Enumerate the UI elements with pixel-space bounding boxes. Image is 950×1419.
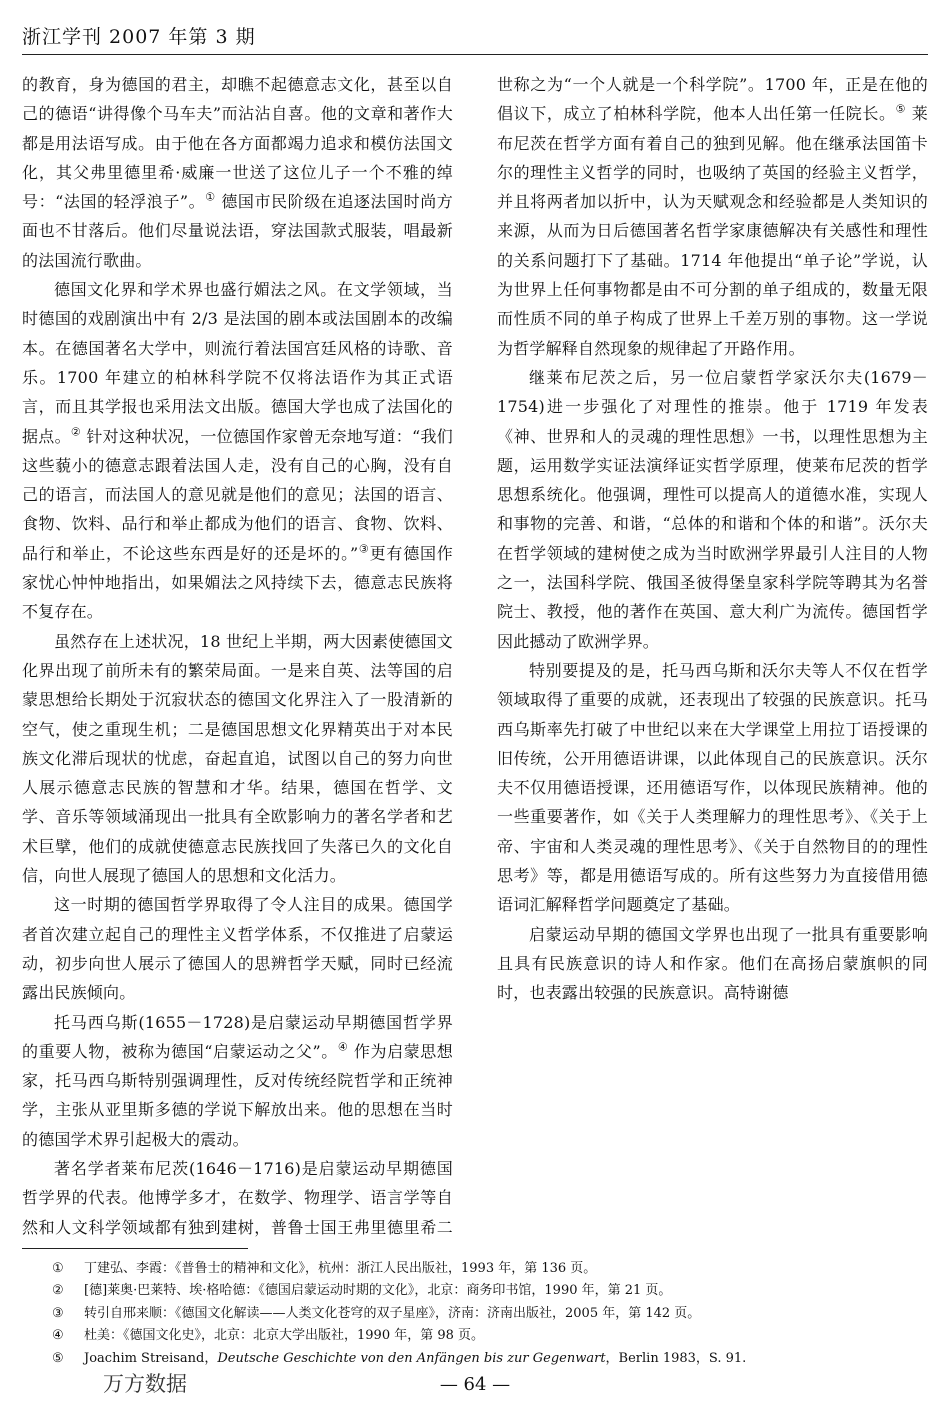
footnote: ③ 转引自邢来顺：《德国文化解读——人类文化苍穹的双子星座》，济南：济南出版社，2005 年，第 142 页。 <box>52 1305 701 1321</box>
footnote: ② [德]莱奥·巴莱特、埃·格哈德：《德国启蒙运动时期的文化》，北京：商务印书馆，1990 年，第 21 页。 <box>52 1283 672 1299</box>
page-number: — 64 — <box>439 1374 511 1395</box>
journal-issue-title: 浙江学刊 2007 年第 3 期 <box>22 26 256 48</box>
paragraph: 特别要提及的是，托马西乌斯和沃尔夫等人不仅在哲学领域取得了重要的成就，还表现出了较强的民族意识。托马西乌斯率先打破了中世纪以来在大学课堂上用拉丁语授课的旧传统，公开用德语讲课，以此体现自己的民族意识。沃尔夫不仅用德语授课，还用德语写作，以体现民族精神。他的一些重要著作，如《关于人类理解力的理性思考》、《关于上帝、宇宙和人类灵魂的理性思考》、《关于自然物目的的理性思考》等，都是用德语写成的。所有这些努力为直接借用德语词汇解释哲学问题奠定了基础。 <box>497 660 928 915</box>
paragraph: 德国文化界和学术界也盛行媚法之风。在文学领域，当时德国的戏剧演出中有 2/3 是法国的剧本或法国剧本的改编本。在德国著名大学中，则流行着法国宫廷风格的诗歌、音乐。1700 年建立的柏林科学院不仅将法语作为其正式语言，而且其学报也采用法文出版。德国大学也成了法国化的据点。② 针对这种状况，一位德国作家曾无奈地写道：“我们这些藐小的德意志跟着法国人走，没有自己的心胸，没有自己的语言，而法国人的意见就是他们的意见；法国的语言、食物、饮料、品行和举止都成为他们的语言、食物、饮料、品行和举止，不论这些东西是好的还是坏的。”③更有德国作家忧心忡忡地指出，如果媚法之风持续下去，德意志民族将不复存在。 <box>22 280 453 622</box>
footnote-ref: ③ <box>358 542 370 556</box>
footnote-ref: ① <box>205 190 216 204</box>
paragraph: 托马西乌斯(1655－1728)是启蒙运动早期德国哲学界的重要人物，被称为德国“启蒙运动之父”。④ 作为启蒙思想家，托马西乌斯特别强调理性，反对传统经院哲学和正统神学，主张从亚里斯多德的学说下解放出来。他的思想在当时的德国学术界引起极大的震动。 <box>22 1012 453 1149</box>
paragraph: 虽然存在上述状况，18 世纪上半期，两大因素使德国文化界出现了前所未有的繁荣局面。一是来自英、法等国的启蒙思想给长期处于沉寂状态的德国文化界注入了一股清新的空气，使之重现生机；二是德国思想文化界精英出于对本民族文化滞后现状的忧虑，奋起直追，试图以自己的努力向世人展示德意志民族的智慧和才华。结果，德国在哲学、文学、音乐等领域涌现出一批具有全欧影响力的著名学者和艺术巨擘，他们的成就使德意志民族找回了失落已久的文化自信，向世人展现了德国人的思想和文化活力。 <box>22 631 453 886</box>
paragraph: 这一时期的德国哲学界取得了令人注目的成果。德国学者首次建立起自己的理性主义哲学体系，不仅推进了启蒙运动，初步向世人展示了德国人的思辨哲学天赋，同时已经流露出民族倾向。 <box>22 895 453 1003</box>
paragraph: 启蒙运动早期的德国文学界也出现了一批具有重要影响且具有民族意识的诗人和作家。他们在高扬启蒙旗帜的同时，也表露出较强的民族意识。高特谢德 <box>497 924 928 1003</box>
footnote-ref: ② <box>70 425 82 439</box>
article-body <box>22 70 928 1248</box>
paragraph: 著名学者莱布尼茨(1646－1716)是启蒙运动早期德国哲学界的代表。他博学多才，在数学、物理学、语言学等自然和人文科学领域都有独到建树，普鲁士国王弗里德里希二世称之为“一个人就是一个科学院”。1700 年，正是在他的倡议下，成立了柏林科学院，他本人出任第一任院长。⑤ 莱布尼茨在哲学方面有着自己的独到见解。他在继承法国笛卡尔的理性主义哲学的同时，也吸纳了英国的经验主义哲学，并且将两者加以折中，认为天赋观念和经验都是人类知识的来源，从而为日后德国著名哲学家康德解决有关感性和理性的关系问题打下了基础。1714 年他提出“单子论”学说，认为世界上任何事物都是由不可分割的单子组成的，数量无限而性质不同的单子构成了世界上千差万别的事物。这一学说为哲学解释自然现象的规律起了开路作用。 <box>22 75 928 1237</box>
footnote-divider <box>22 1248 248 1249</box>
page-header <box>22 14 928 55</box>
footnote-ref: ⑤ <box>895 102 907 116</box>
paragraph: 继莱布尼茨之后，另一位启蒙哲学家沃尔夫(1679－1754)进一步强化了对理性的推崇。他于 1719 年发表《神、世界和人的灵魂的理性思想》一书，以理性思想为主题，运用数学实证法演绎证实哲学原理，使莱布尼茨的哲学思想系统化。他强调，理性可以提高人的道德水准，实现人和事物的完善、和谐，“总体的和谐和个体的和谐”。沃尔夫在哲学领域的建树使之成为当时欧洲学界最引人注目的人物之一，法国科学院、俄国圣彼得堡皇家科学院等聘其为名誉院士、教授，他的著作在英国、意大利广为流传。德国哲学因此撼动了欧洲学界。 <box>497 367 928 651</box>
paragraph: 的教育，身为德国的君主，却瞧不起德意志文化，甚至以自己的德语“讲得像个马车夫”而沾沾自喜。他的文章和著作大都是用法语写成。由于他在各方面都竭力追求和模仿法国文化，其父弗里德里希·威廉一世送了这位儿子一个不雅的绰号：“法国的轻浮浪子”。① 德国市民阶级在追逐法国时尚方面也不甘落后。他们尽量说法语，穿法国款式服装，唱最新的法国流行歌曲。 <box>22 75 453 270</box>
watermark: 万方数据 <box>103 1372 187 1396</box>
footnote: ④ 杜美：《德国文化史》，北京：北京大学出版社，1990 年，第 98 页。 <box>52 1328 485 1344</box>
footnote: ⑤ Joachim Streisand，Deutsche Geschichte von den Anfängen bis zur Gegenwart，Berlin 1983，S. 91. <box>52 1350 747 1366</box>
footnote: ① 丁建弘、李霞：《普鲁士的精神和文化》，杭州：浙江人民出版社，1993 年，第 136 页。 <box>52 1261 597 1276</box>
footnotes <box>52 1258 922 1370</box>
cited-book-title: Deutsche Geschichte von den Anfängen bis zur Gegenwart <box>217 1350 606 1366</box>
footnote-ref: ④ <box>337 1040 349 1054</box>
